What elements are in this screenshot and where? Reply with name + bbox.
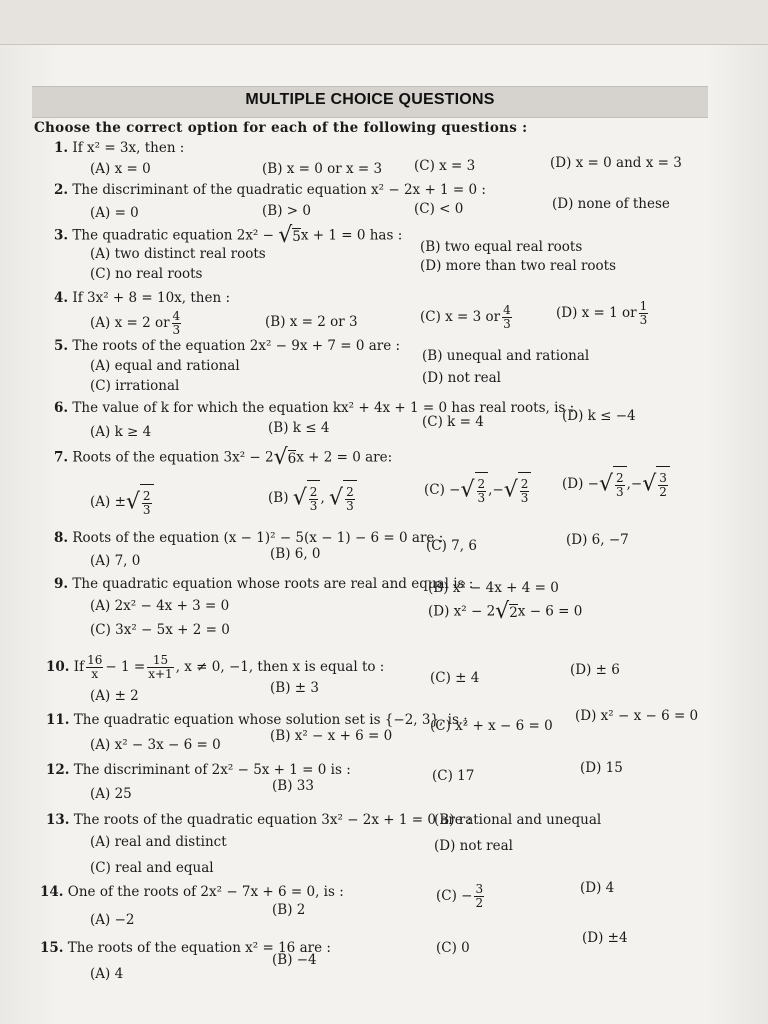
option-b: (B) unequal and rational: [422, 348, 590, 364]
option-c: (C) x² + x − 6 = 0: [430, 718, 553, 734]
question-stem: Roots of the equation 3x² − 2: [72, 449, 274, 466]
question-13: [46, 812, 472, 828]
option-d: (D) k ≤ −4: [562, 408, 636, 424]
option-a: (A) −2: [90, 912, 135, 928]
option-c: (C) real and equal: [90, 860, 214, 876]
question-stem: If 3x² + 8 = 10x, then :: [72, 290, 231, 306]
option-c: (C) 3x² − 5x + 2 = 0: [90, 622, 230, 638]
option-c: (C) ± 4: [430, 670, 480, 686]
option-d: (D) x² − x − 6 = 0: [575, 708, 699, 724]
option-b: (B) > 0: [262, 203, 311, 219]
question-1: [54, 140, 184, 156]
question-number: 12.: [46, 762, 70, 778]
question-11: [46, 712, 468, 728]
option-b: (B) x = 0 or x = 3: [262, 161, 383, 177]
question-2: [54, 182, 486, 198]
option-c: (C) no real roots: [90, 266, 203, 282]
fraction: $\frac{3}{2}$: [475, 882, 484, 910]
option-a: (A) two distinct real roots: [90, 246, 266, 262]
option-c: (C) x = 3: [414, 158, 476, 174]
sqrt-symbol: √ $\frac{2}{3}$: [329, 480, 357, 517]
question-stem: The roots of the equation 2x² − 9x + 7 = 0 are :: [72, 338, 401, 354]
option-a: (A) x² − 3x − 6 = 0: [90, 737, 221, 753]
question-stem: The quadratic equation whose roots are real and equal is :: [72, 576, 474, 592]
option-b: (B) k ≤ 4: [268, 420, 330, 436]
question-7: 7. Roots of the equation 3x² − 2√6x + 2 = 0 are:: [54, 445, 393, 470]
option-d: (D) none of these: [552, 196, 670, 212]
option-a: (A) real and distinct: [90, 834, 227, 850]
option-d: (D) ±4: [582, 930, 628, 946]
option-b: (B) rational and unequal: [434, 812, 602, 828]
question-9: [54, 576, 473, 592]
option-a: (A) 2x² − 4x + 3 = 0: [90, 598, 230, 614]
option-a: (A) equal and rational: [90, 358, 240, 374]
sqrt-symbol: √6: [273, 445, 297, 470]
fraction: $\frac{16}{x}$: [87, 653, 103, 681]
option-d: (D) x² − 2√2x − 6 = 0: [428, 599, 583, 624]
fraction: $\frac{15}{x+1}$: [148, 653, 173, 681]
question-stem: The quadratic equation whose solution set is {−2, 3}, is :: [73, 712, 468, 728]
option-a: (A) ±√ $\frac{2}{3}$: [90, 484, 154, 521]
option-c: (C) −√ $\frac{2}{3}$ ,−√ $\frac{2}{3}$: [424, 472, 531, 509]
option-a: (A) 4: [90, 966, 124, 982]
question-4: [54, 290, 230, 306]
question-number: 8.: [54, 530, 69, 546]
question-stem: The roots of the quadratic equation 3x² − 2x + 1 = 0 are :: [73, 812, 472, 828]
option-a: (A) 7, 0: [90, 553, 141, 569]
question-8: [54, 530, 443, 546]
fraction: $\frac{1}{3}$: [639, 299, 648, 327]
option-a: (A) 25: [90, 786, 132, 802]
sqrt-symbol: √ $\frac{2}{3}$: [504, 472, 532, 509]
option-b: (B) 6, 0: [270, 546, 321, 562]
question-number: 15.: [40, 940, 64, 956]
question-number: 2.: [54, 182, 69, 198]
option-d: (D) 4: [580, 880, 615, 896]
sqrt-symbol: √ $\frac{2}{3}$: [293, 480, 321, 517]
question-14: [40, 884, 344, 900]
instructions: Choose the correct option for each of the following questions :: [34, 120, 528, 136]
option-c: (C) irrational: [90, 378, 180, 394]
question-number: 14.: [40, 884, 64, 900]
option-b: (B) √ $\frac{2}{3}$ , √ $\frac{2}{3}$: [268, 480, 357, 517]
sqrt-symbol: √2: [495, 599, 518, 624]
fraction: $\frac{4}{3}$: [172, 309, 181, 337]
option-b: (B) 33: [272, 778, 314, 794]
option-d: (D) ± 6: [570, 662, 620, 678]
question-number: 4.: [54, 290, 69, 306]
sqrt-symbol: √5: [278, 223, 301, 248]
option-a: (A) ± 2: [90, 688, 139, 704]
question-number: 1.: [54, 140, 69, 156]
option-d: (D) x = 1 or $\frac{1}{3}$: [556, 299, 648, 327]
option-a: (A) k ≥ 4: [90, 424, 152, 440]
option-c: (C) x = 3 or $\frac{4}{3}$: [420, 303, 511, 331]
question-stem: The roots of the equation x² = 16 are :: [67, 940, 331, 956]
option-c: (C) 0: [436, 940, 470, 956]
option-c: (C) k = 4: [422, 414, 484, 430]
question-stem: The value of k for which the equation kx² + 4x + 1 = 0 has real roots, is :: [72, 400, 575, 416]
sqrt-symbol: √ $\frac{2}{3}$: [126, 484, 154, 521]
option-b: (B) x = 2 or 3: [265, 314, 358, 330]
option-a: (A) x = 2 or $\frac{4}{3}$: [90, 309, 181, 337]
question-number: 9.: [54, 576, 69, 592]
question-5: [54, 338, 400, 354]
option-a: (A) = 0: [90, 205, 139, 221]
question-stem: The discriminant of 2x² − 5x + 1 = 0 is :: [73, 762, 351, 778]
heading-banner: [32, 86, 708, 118]
option-b: (B) 2: [272, 902, 306, 918]
option-c: (C) < 0: [414, 201, 464, 217]
option-d: (D) 15: [580, 760, 623, 776]
sqrt-symbol: √ $\frac{3}{2}$: [642, 466, 670, 503]
option-c: (C) − $\frac{3}{2}$: [436, 882, 484, 910]
question-stem: If x² = 3x, then :: [72, 140, 185, 156]
question-number: 11.: [46, 712, 70, 728]
option-d: (D) not real: [434, 838, 513, 854]
question-10: 10. If $\frac{16}{x}$ − 1 = $\frac{15}{x+1}$ , x ≠ 0, −1, then x is equal to :: [46, 653, 385, 681]
option-d: (D) 6, −7: [566, 532, 629, 548]
question-number: 10.: [46, 659, 70, 675]
option-b: (B) two equal real roots: [420, 239, 583, 255]
option-d: (D) −√ $\frac{2}{3}$ ,−√ $\frac{3}{2}$: [562, 466, 670, 503]
option-d: (D) x = 0 and x = 3: [550, 155, 682, 171]
option-c: (C) 7, 6: [426, 538, 477, 554]
question-number: 3.: [54, 227, 69, 244]
sqrt-symbol: √ $\frac{2}{3}$: [599, 466, 627, 503]
fraction: $\frac{4}{3}$: [503, 303, 511, 331]
option-d: (D) not real: [422, 370, 501, 386]
sqrt-symbol: √ $\frac{2}{3}$: [460, 472, 488, 509]
question-number: 5.: [54, 338, 69, 354]
question-stem: One of the roots of 2x² − 7x + 6 = 0, is :: [67, 884, 344, 900]
option-b: (B) x² − x + 6 = 0: [270, 728, 393, 744]
question-number: 6.: [54, 400, 69, 416]
option-c: (C) 17: [432, 768, 475, 784]
option-b: (B) −4: [272, 952, 317, 968]
option-b: (B) x² − 4x + 4 = 0: [428, 580, 559, 596]
question-6: [54, 400, 574, 416]
question-stem: Roots of the equation (x − 1)² − 5(x − 1) − 6 = 0 are :: [72, 530, 444, 546]
option-a: (A) x = 0: [90, 161, 151, 177]
page-title: MULTIPLE CHOICE QUESTIONS: [245, 91, 495, 108]
question-stem: The discriminant of the quadratic equation x² − 2x + 1 = 0 :: [72, 182, 486, 198]
page-top-edge: [0, 44, 768, 45]
question-12: [46, 762, 351, 778]
question-number: 13.: [46, 812, 70, 828]
option-b: (B) ± 3: [270, 680, 319, 696]
option-d: (D) more than two real roots: [420, 258, 617, 274]
question-stem: The quadratic equation 2x² −: [72, 227, 279, 244]
question-3: 3. The quadratic equation 2x² − √5x + 1 = 0 has :: [54, 223, 403, 248]
question-number: 7.: [54, 449, 69, 466]
